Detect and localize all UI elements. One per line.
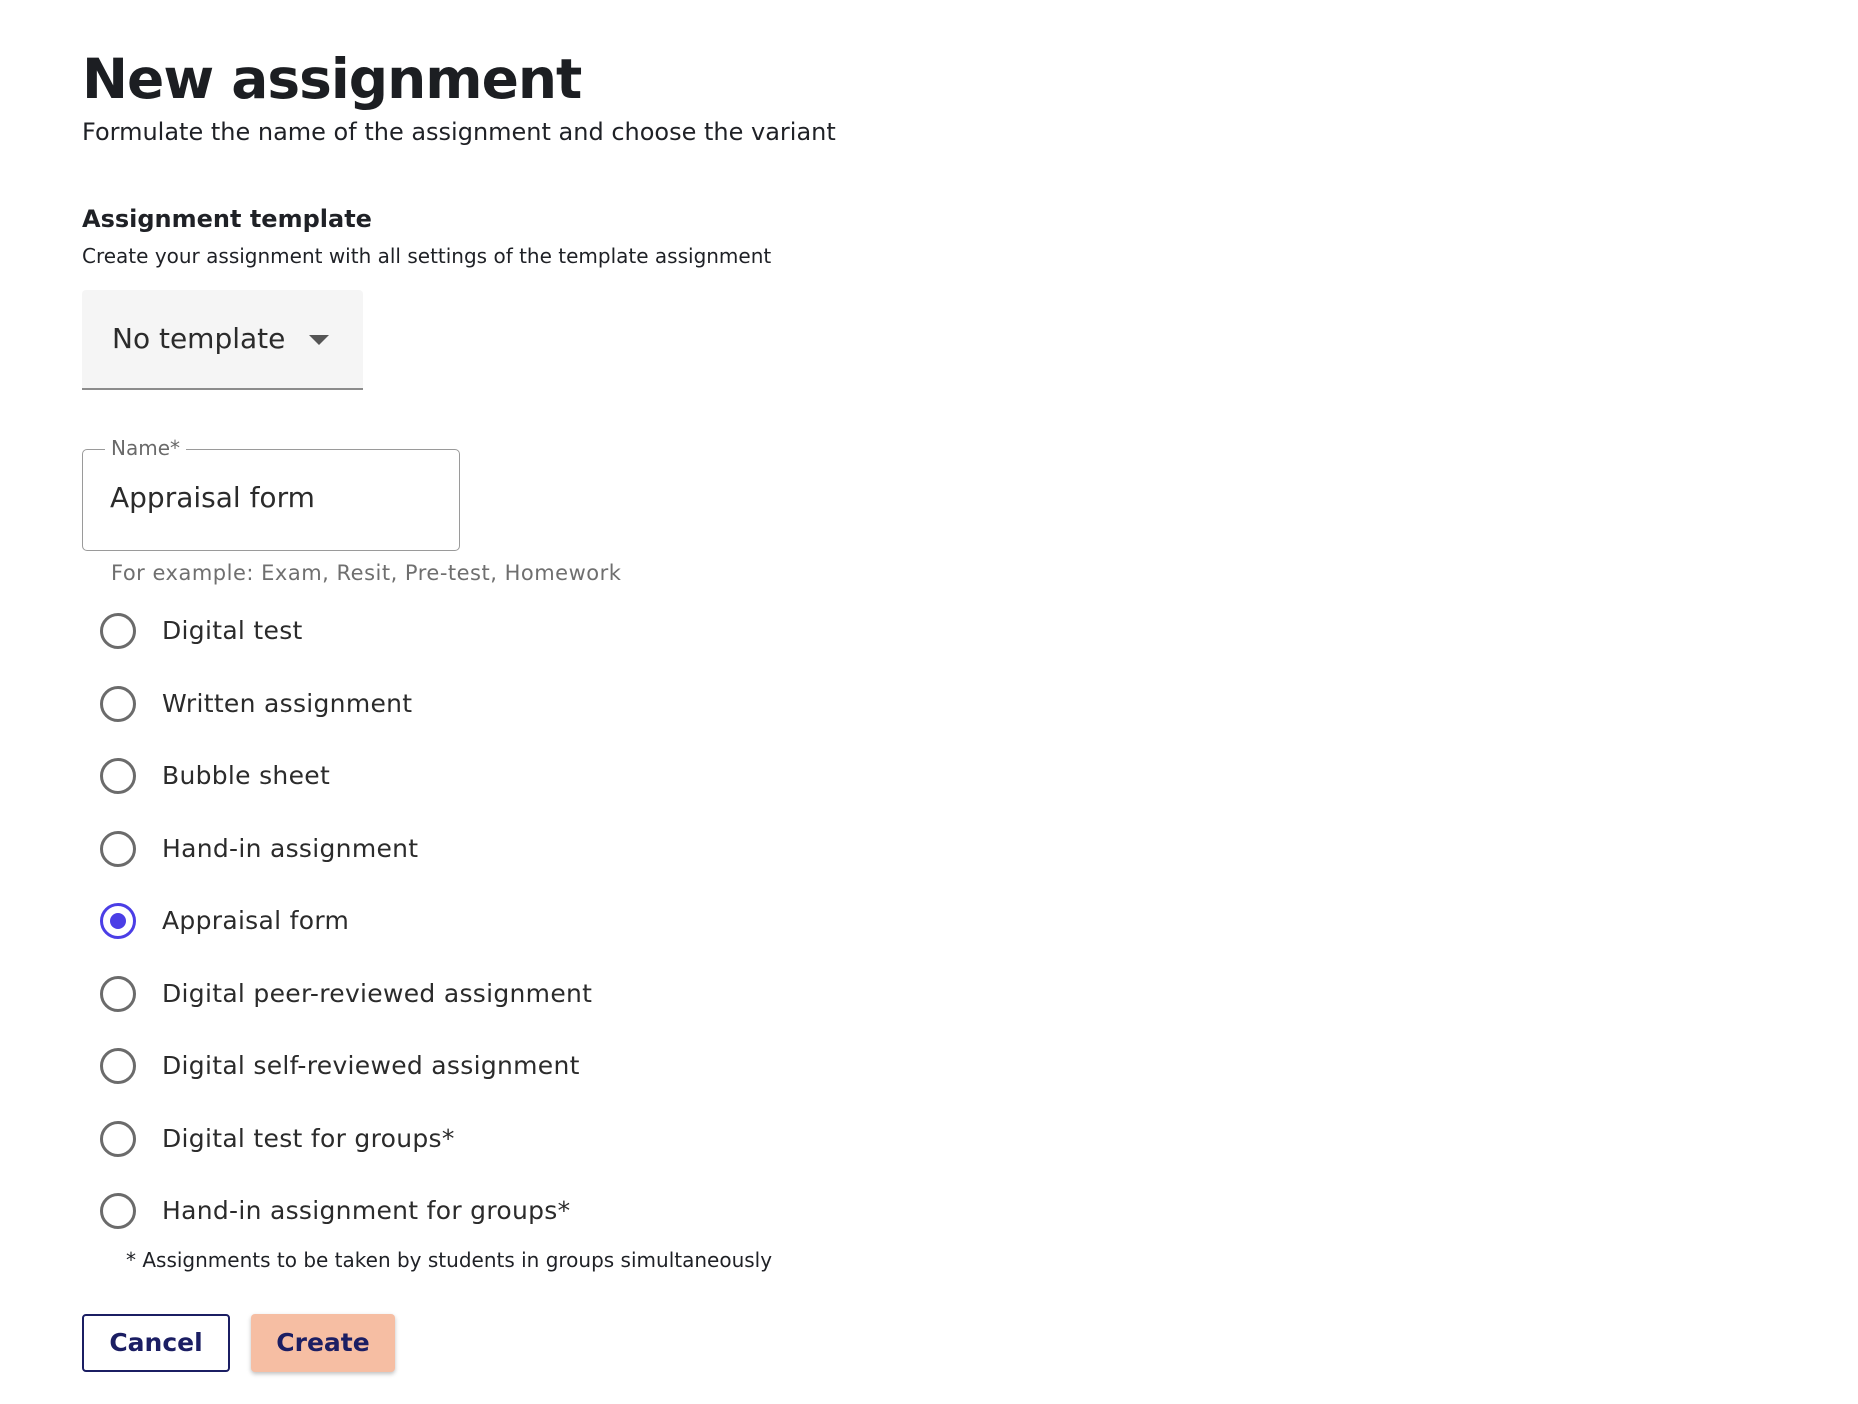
- variant-option-label: Appraisal form: [162, 906, 350, 935]
- template-section-description: Create your assignment with all settings of the template assignment: [82, 244, 772, 268]
- variant-option[interactable]: [82, 674, 782, 734]
- radio-unchecked-icon[interactable]: [100, 613, 136, 649]
- variant-option[interactable]: [82, 1109, 782, 1169]
- name-field: [82, 436, 460, 551]
- radio-unchecked-icon[interactable]: [100, 976, 136, 1012]
- template-select[interactable]: [82, 290, 363, 390]
- variant-option-label: Hand-in assignment: [162, 834, 419, 863]
- variant-option[interactable]: [82, 964, 782, 1024]
- variant-option-label: Digital self-reviewed assignment: [162, 1051, 580, 1080]
- variant-option-label: Hand-in assignment for groups*: [162, 1196, 571, 1225]
- name-input[interactable]: [110, 478, 430, 518]
- variant-option-label: Digital test for groups*: [162, 1124, 455, 1153]
- name-helper-text: For example: Exam, Resit, Pre-test, Homework: [111, 561, 622, 585]
- variant-option[interactable]: [82, 1036, 782, 1096]
- name-field-label: Name*: [105, 435, 186, 461]
- template-section-label: Assignment template: [82, 205, 372, 233]
- name-field-underline: [105, 550, 189, 551]
- radio-dot-icon: [110, 913, 126, 929]
- page-subtitle: Formulate the name of the assignment and choose the variant: [82, 118, 836, 146]
- create-button[interactable]: Create: [251, 1314, 395, 1372]
- groups-footnote: * Assignments to be taken by students in groups simultaneously: [126, 1248, 773, 1272]
- variant-option-label: Digital peer-reviewed assignment: [162, 979, 593, 1008]
- variant-option[interactable]: [82, 891, 782, 951]
- radio-unchecked-icon[interactable]: [100, 758, 136, 794]
- template-select-value: No template: [112, 322, 286, 355]
- variant-option-label: Written assignment: [162, 689, 413, 718]
- variant-option-label: Digital test: [162, 616, 303, 645]
- variant-option[interactable]: [82, 819, 782, 879]
- radio-unchecked-icon[interactable]: [100, 1121, 136, 1157]
- radio-unchecked-icon[interactable]: [100, 686, 136, 722]
- page-title: New assignment: [82, 47, 582, 111]
- radio-unchecked-icon[interactable]: [100, 831, 136, 867]
- radio-checked-icon[interactable]: [100, 903, 136, 939]
- radio-unchecked-icon[interactable]: [100, 1193, 136, 1229]
- variant-option[interactable]: [82, 601, 782, 661]
- variant-option[interactable]: [82, 1181, 782, 1241]
- variant-option[interactable]: [82, 746, 782, 806]
- cancel-button[interactable]: Cancel: [82, 1314, 230, 1372]
- chevron-down-icon: [309, 335, 329, 345]
- variant-option-label: Bubble sheet: [162, 761, 331, 790]
- radio-unchecked-icon[interactable]: [100, 1048, 136, 1084]
